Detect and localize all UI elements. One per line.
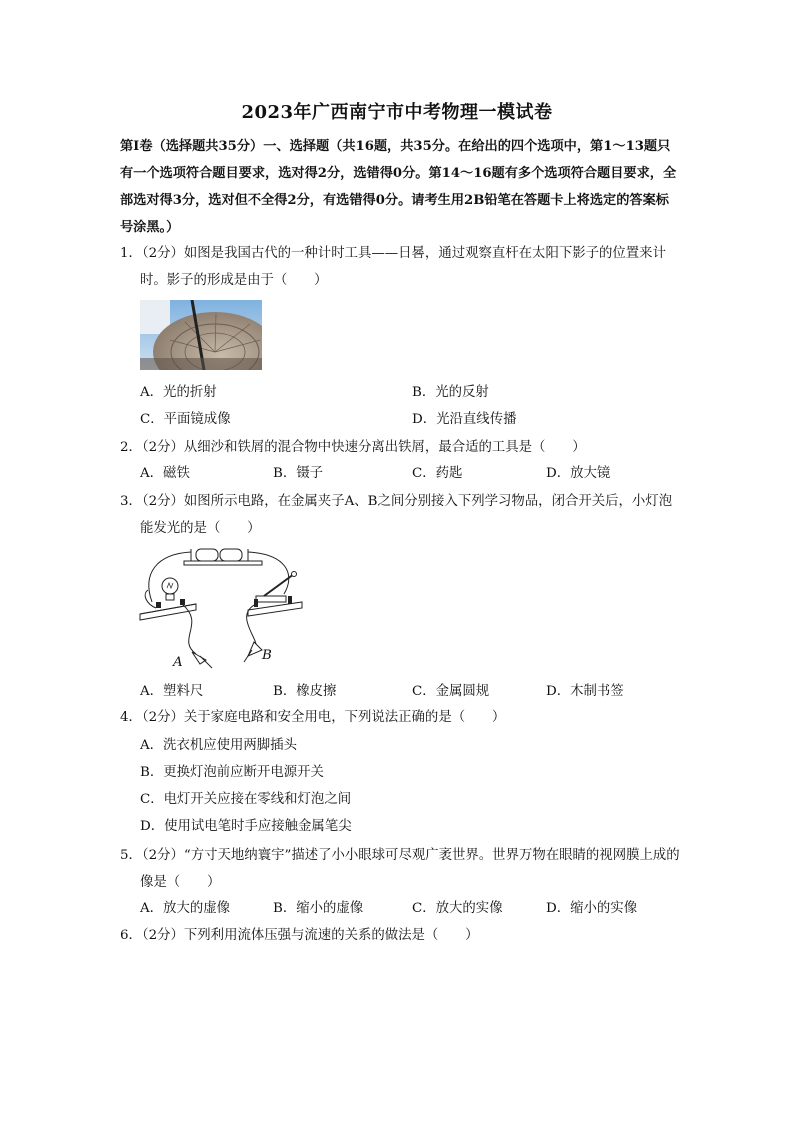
question-2 — [120, 434, 680, 461]
question-1 — [120, 240, 680, 294]
section-instructions: 第Ⅰ卷（选择题共35分）一、选择题（共16题，共35分。在给出的四个选项中，第1～13题只有一个选项符合题目要求，选对得2分，选错得0分。第14～16题有多个选项符合题目要求，全部选对得3分，选对但不全得2分，有选错得0分。请考生用2B铅笔在答题卡上将选定的答案标号涂黑。） — [120, 139, 677, 235]
q4-option-a: A．洗衣机应使用两脚插头 — [140, 738, 297, 753]
q1-option-c: C．平面镜成像 — [140, 412, 231, 427]
q1-option-d: D．光沿直线传播 — [412, 412, 517, 427]
question-5 — [120, 842, 680, 896]
question-6 — [120, 922, 680, 949]
q5-option-a: A．放大的虚像 — [140, 901, 231, 916]
q4-option-d: D．使用试电笔时手应接触金属笔尖 — [140, 819, 352, 834]
clip-a-label: A — [173, 655, 183, 670]
question-3-text: 3．（2分）如图所示电路，在金属夹子A、B之间分别接入下列学习物品，闭合开关后，小灯泡能发光的是（ ） — [120, 494, 673, 536]
q3-option-b: B．橡皮擦 — [273, 684, 337, 699]
question-6-text: 6．（2分）下列利用流体压强与流速的关系的做法是（ ） — [120, 928, 479, 943]
q2-option-c: C．药匙 — [412, 466, 463, 481]
q3-option-c: C．金属圆规 — [412, 684, 490, 699]
question-2-text: 2．（2分）从细沙和铁屑的混合物中快速分离出铁屑，最合适的工具是（ ） — [120, 440, 586, 455]
question-4-text: 4．（2分）关于家庭电路和安全用电，下列说法正确的是（ ） — [120, 710, 506, 725]
q3-option-a: A．塑料尺 — [140, 684, 204, 699]
q1-option-b: B．光的反射 — [412, 385, 489, 400]
q5-option-b: B．缩小的虚像 — [273, 901, 364, 916]
q4-option-b: B．更换灯泡前应断开电源开关 — [140, 765, 324, 780]
exam-title: 2023年广西南宁市中考物理一模试卷 — [241, 102, 553, 123]
clip-b-label: B — [262, 648, 272, 663]
q2-option-b: B．镊子 — [273, 466, 324, 481]
q2-option-a: A．磁铁 — [140, 466, 190, 481]
q4-option-c: C．电灯开关应接在零线和灯泡之间 — [140, 792, 352, 807]
q1-option-a: A．光的折射 — [140, 385, 217, 400]
q3-option-d: D．木制书签 — [546, 684, 624, 699]
q2-option-d: D．放大镜 — [546, 466, 611, 481]
q5-option-c: C．放大的实像 — [412, 901, 503, 916]
question-3 — [120, 488, 680, 542]
q5-option-d: D．缩小的实像 — [546, 901, 638, 916]
circuit-diagram — [136, 544, 308, 672]
question-5-text: 5．（2分）“方寸天地纳寰宇”描述了小小眼球可尽观广袤世界。世界万物在眼睛的视网膜上成的像是（ ） — [120, 848, 680, 890]
question-1-text: 1．（2分）如图是我国古代的一种计时工具——日晷，通过观察直杆在太阳下影子的位置来计时。影子的形成是由于（ ） — [120, 246, 666, 288]
sundial-photo — [140, 300, 262, 370]
question-4 — [120, 704, 680, 731]
